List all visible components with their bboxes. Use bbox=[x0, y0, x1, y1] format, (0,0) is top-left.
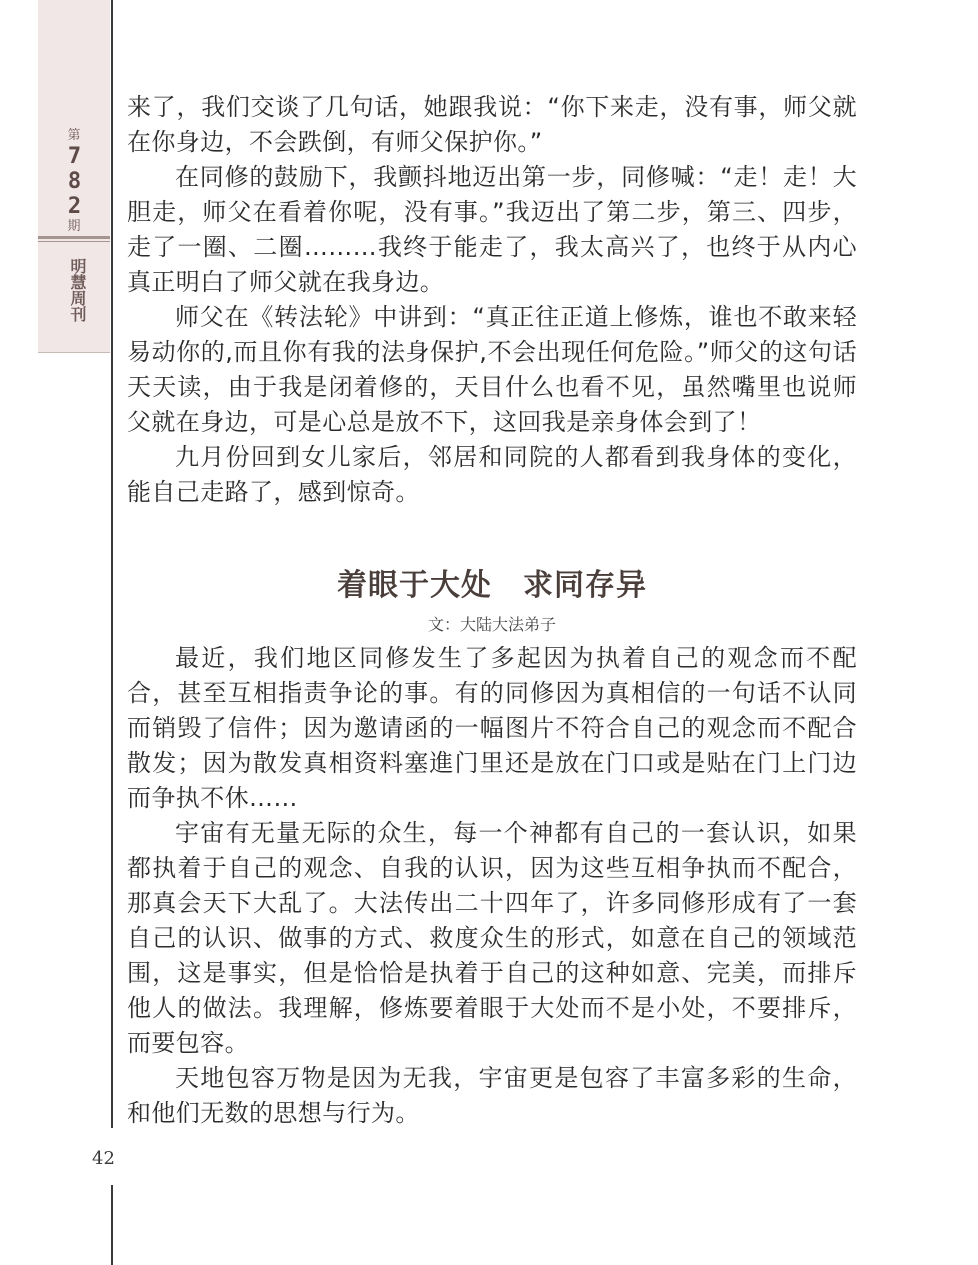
issue-label bbox=[38, 128, 110, 235]
paragraph: 天地包容万物是因为无我，宇宙更是包容了丰富多彩的生命，和他们无数的思想与行为。 bbox=[127, 1064, 857, 1127]
paragraph: 来了，我们交谈了几句话，她跟我说：“你下来走，没有事，师父就在你身边，不会跌倒，有师父保护你。” bbox=[127, 93, 857, 156]
page-number: 42 bbox=[92, 1148, 115, 1169]
paragraph: 最近，我们地区同修发生了多起因为执着自己的观念而不配合，甚至互相指责争论的事。有的同修因为真相信的一句话不认同而销毁了信件；因为邀请函的一幅图片不符合自己的观念而不配合散发；因为散发真相资料塞進门里还是放在门口或是贴在门上门边而争执不休…… bbox=[127, 644, 857, 812]
page-content bbox=[127, 90, 857, 1131]
paragraph: 师父在《转法轮》中讲到：“真正往正道上修炼，谁也不敢来轻易动你的,而且你有我的法身保护,不会出现任何危险。”师父的这句话天天读，由于我是闭着修的，天目什么也看不见，虽然嘴里也说师父就在身边，可是心总是放不下，这回我是亲身体会到了！ bbox=[127, 303, 857, 436]
paragraph: 宇宙有无量无际的众生，每一个神都有自己的一套认识，如果都执着于自己的观念、自我的认识，因为这些互相争执而不配合，那真会天下大乱了。大法传出二十四年了，许多同修形成有了一套自己的认识、做事的方式、救度众生的形式，如意在自己的领域范围，这是事实，但是恰恰是执着于自己的这种如意、完美，而排斥他人的做法。我理解，修炼要着眼于大处而不是小处，不要排斥，而要包容。 bbox=[127, 819, 857, 1057]
issue-suffix: 期 bbox=[67, 219, 81, 234]
article-title: 着眼于大处 求同存异 bbox=[337, 568, 647, 603]
issue-prefix: 第 bbox=[67, 128, 81, 143]
paragraph: 九月份回到女儿家后，邻居和同院的人都看到我身体的变化，能自己走路了，感到惊奇。 bbox=[127, 443, 857, 506]
margin-rule-top bbox=[111, 0, 113, 1128]
issue-number: 782 bbox=[62, 144, 87, 219]
sidebar-divider-thin bbox=[38, 241, 110, 242]
sidebar-divider bbox=[38, 236, 110, 239]
article-byline: 文：大陆大法弟子 bbox=[427, 615, 556, 634]
margin-rule-bottom bbox=[111, 1185, 113, 1265]
magazine-name: 明慧周刊 bbox=[68, 258, 87, 322]
paragraph: 在同修的鼓励下，我颤抖地迈出第一步，同修喊：“走！走！大胆走，师父在看着你呢，没有事。”我迈出了第二步，第三、四步，走了一圈、二圈………我终于能走了，我太高兴了，也终于从内心真正明白了师父就在我身边。 bbox=[127, 163, 857, 296]
